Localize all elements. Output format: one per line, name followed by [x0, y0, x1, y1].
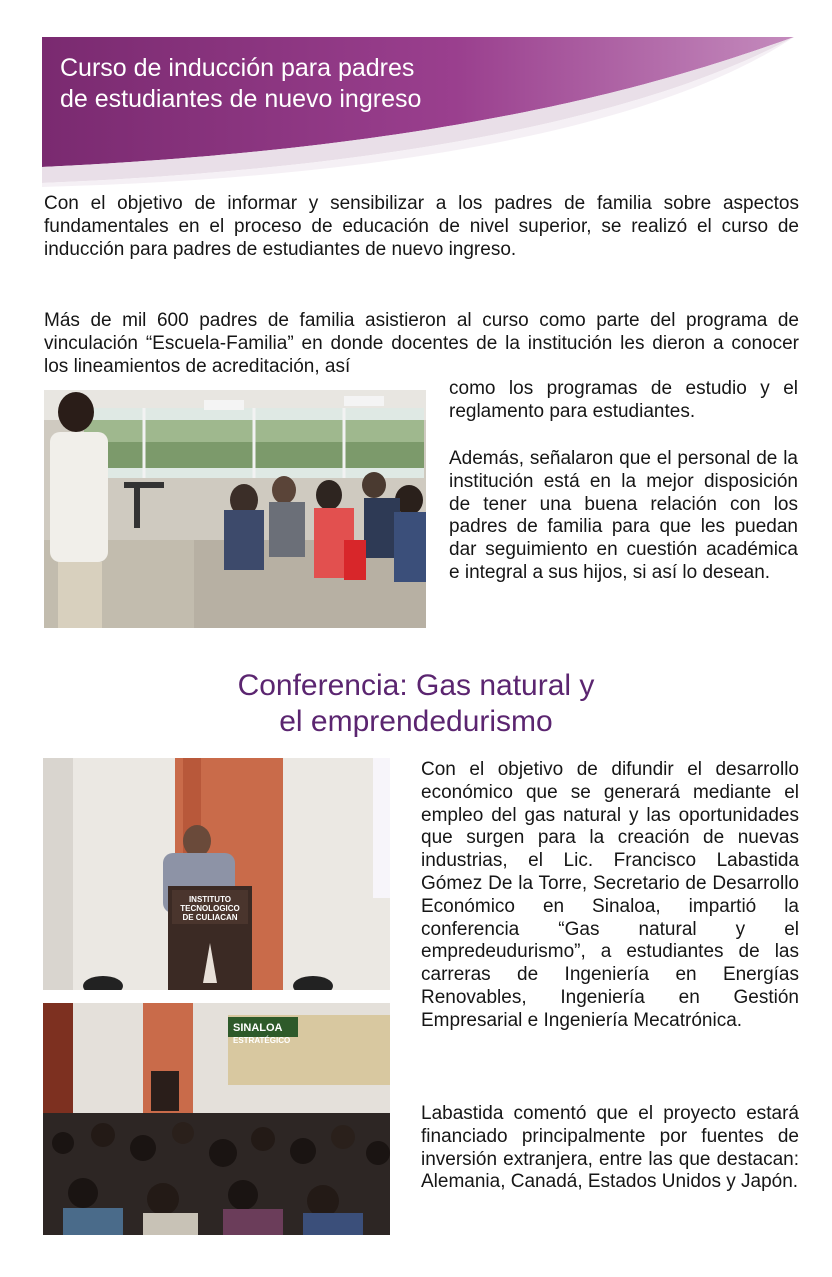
section1-paragraph-2-continued: como los programas de estudio y el reglamento para estudiantes.: [449, 378, 798, 422]
section2-title-line2: el emprendedurismo: [279, 705, 553, 738]
section1-paragraph-1: Con el objetivo de informar y sensibilizar a los padres de familia sobre aspectos fundamentales en el proceso de educación de nivel superior, se realizó el curso de inducción para padres de estudiantes de nuevo ingreso.: [44, 193, 799, 260]
section1-title: [60, 53, 421, 115]
section2-title: [0, 668, 832, 740]
section1-paragraph-2: Más de mil 600 padres de familia asistieron al curso como parte del programa de vinculación “Escuela-Familia” en donde docentes de la institución les dieron a conocer los lineamientos de acreditación, así: [44, 310, 799, 377]
screen-text-line1: SINALOA: [233, 1022, 283, 1034]
podium-label-line2: TECNOLOGICO: [180, 904, 240, 913]
photo-parents-classroom: [44, 390, 426, 628]
section2-paragraph-2: Labastida comentó que el proyecto estará financiado principalmente por fuentes de inversión extranjera, entre las que destacan: Alemania, Canadá, Estados Unidos y Japón.: [421, 1103, 799, 1193]
section1-paragraph-3: Además, señalaron que el personal de la institución está en la mejor disposición de tener una buena relación con los padres de familia para que les puedan dar seguimiento en cuestión académica e integral a sus hijos, si así lo desean.: [449, 448, 798, 583]
section2-paragraph-1: Con el objetivo de difundir el desarrollo económico que se generará mediante el empleo del gas natural y las oportunidades que surgen para la creación de nuevas industrias, el Lic. Francisco Labastida Gómez De la Torre, Secretario de Desarrollo Económico en Sinaloa, impartió la conferencia “Gas natural y el empredeudurismo”, a estudiantes de las carreras de Ingeniería en Energías Renovables, Ingeniería en Gestión Empresarial e Ingeniería Mecatrónica.: [421, 759, 799, 1031]
title-banner: [42, 37, 794, 187]
podium-label-line1: INSTITUTO: [188, 895, 232, 904]
section2-title-line1: Conferencia: Gas natural y: [237, 669, 595, 702]
photo-audience: [43, 1003, 390, 1235]
section1-title-line2: de estudiantes de nuevo ingreso: [60, 85, 422, 113]
photo-speaker-podium: [43, 758, 390, 990]
podium-label-line3: DE CULIACAN: [182, 913, 238, 922]
screen-text-line2: ESTRATÉGICO: [233, 1036, 291, 1045]
section1-title-line1: Curso de inducción para padres: [60, 54, 415, 82]
